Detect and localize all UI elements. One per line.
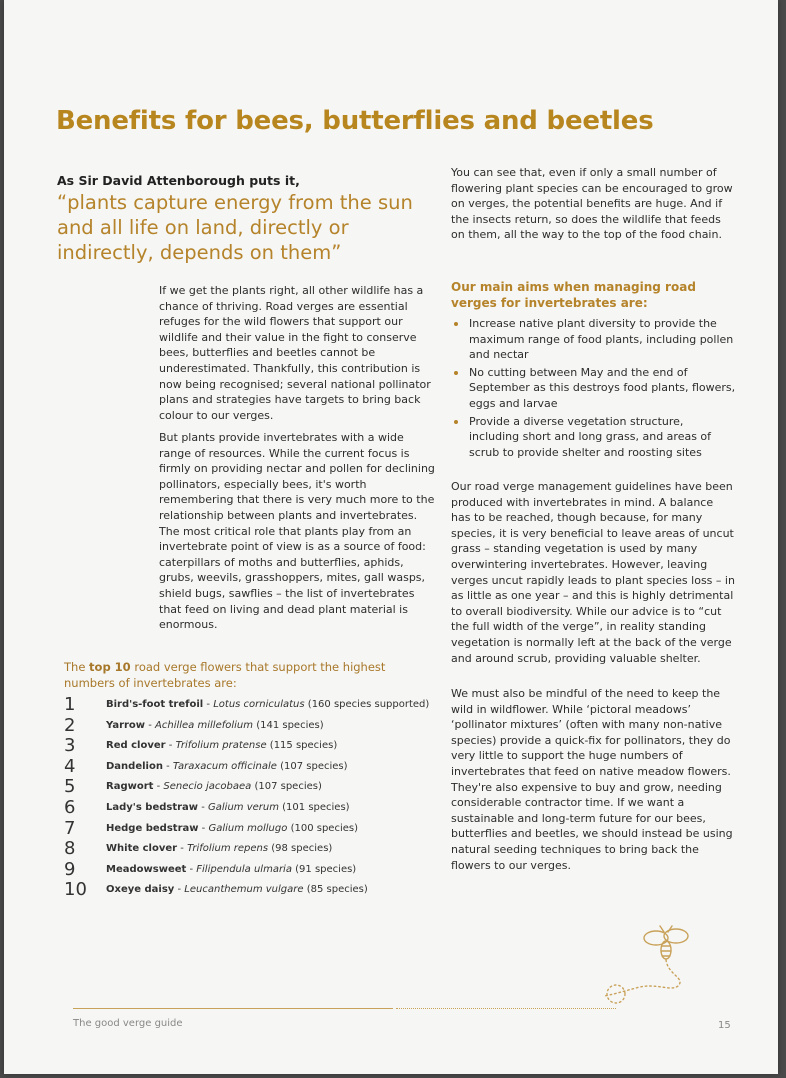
top10-flower-list — [64, 694, 434, 903]
flower-note: (85 species) — [306, 884, 368, 896]
bullet-icon — [454, 420, 458, 424]
page-title: Benefits for bees, butterflies and beetles — [56, 106, 654, 136]
flower-name: Lady's bedstraw — [106, 801, 199, 813]
aims-item-text: Provide a diverse vegetation structure, including short and long grass, and areas of scrub to provide shelter and roosting sites — [469, 414, 712, 459]
aims-heading: Our main aims when managing road verges for invertebrates are: — [451, 280, 696, 310]
flower-number: 5 — [64, 776, 76, 798]
flower-item — [64, 776, 434, 800]
flower-note: (141 species) — [256, 719, 324, 731]
flower-latin: Trifolium pratense — [175, 740, 267, 752]
footer-guide-name: The good verge guide — [73, 1018, 183, 1029]
flower-number: 9 — [64, 858, 76, 880]
aims-list-item — [451, 365, 736, 412]
flower-note: (107 species) — [280, 760, 348, 772]
flower-item — [64, 694, 434, 718]
attenborough-quote: “plants capture energy from the sun and all life on land, directly or indirectly, depends on them” — [57, 191, 413, 264]
flower-item — [64, 735, 434, 759]
flower-name: White clover — [106, 843, 178, 855]
bullet-icon — [454, 371, 458, 375]
footer-dotted-rule — [396, 1008, 616, 1009]
flower-text: Hedge bedstraw - Galium mollugo (100 species) — [106, 822, 358, 834]
aims-item-text: No cutting between May and the end of September as this destroys food plants, flowers, eggs and larvae — [469, 365, 736, 410]
page-number: 15 — [718, 1020, 731, 1031]
flower-latin: Leucanthemum vulgare — [184, 884, 304, 896]
flower-text: Ragwort - Senecio jacobaea (107 species) — [106, 781, 322, 793]
flower-note: (107 species) — [254, 781, 322, 793]
flower-text: Bird's-foot trefoil - Lotus corniculatus (160 species supported) — [106, 699, 430, 710]
flower-item — [64, 858, 434, 883]
right-intro-paragraph: You can see that, even if only a small number of flowering plant species can be encouraged to grow on verges, the potential benefits are huge. And if the insects return, so does the wildlife that feeds on them, all the way to the top of the food chain. — [451, 166, 733, 242]
flower-item — [64, 879, 434, 903]
flower-latin: Galium verum — [208, 801, 279, 813]
flower-latin: Achillea millefolium — [155, 719, 253, 731]
bullet-icon — [454, 322, 458, 326]
flower-text: White clover - Trifolium repens (98 species) — [106, 843, 333, 855]
flower-latin: Taraxacum officinale — [172, 760, 277, 772]
flower-name: Meadowsweet — [106, 863, 187, 875]
flower-number: 4 — [64, 755, 76, 777]
flower-number: 3 — [64, 735, 76, 757]
flower-latin: Trifolium repens — [187, 843, 269, 855]
right-paragraph-1: Our road verge management guidelines have been produced with invertebrates in mind. A balance has to be reached, though because, for many species, it is very beneficial to leave areas of uncut grass – standing vegetation is used by many overwintering invertebrates. However, leaving verges uncut rapidly leads to plant species loss – in as little as one year – and this is highly detrimental to overall biodiversity. While our advice is to “cut the full width of the verge”, in reality standing vegetation is normally left at the back of the verge and around scrub, providing valuable shelter. — [451, 480, 735, 665]
flower-name: Dandelion — [106, 760, 163, 772]
top10-intro-end: road verge flowers that support the highest numbers of invertebrates are: — [64, 660, 386, 690]
flower-latin: Filipendula ulmaria — [196, 863, 292, 875]
flower-number: 6 — [64, 796, 76, 818]
flower-name: Oxeye daisy — [106, 884, 175, 896]
quote-lead: As Sir David Attenborough puts it, — [57, 173, 300, 188]
flower-name: Yarrow — [106, 719, 146, 731]
page — [4, 0, 778, 1074]
flower-text: Lady's bedstraw - Galium verum (101 species) — [106, 801, 350, 813]
flower-number: 2 — [64, 714, 76, 736]
left-paragraph-1: If we get the plants right, all other wildlife has a chance of thriving. Road verges are essential refuges for the wild flowers that support our wildlife and their value in the fight to conserve bees, butterflies and beetles cannot be underestimated. Thankfully, this contribution is now being recognised; several national pollinator plans and strategies have targets to bring back colour to our verges. — [159, 284, 431, 422]
flower-item — [64, 755, 434, 780]
top10-intro — [64, 659, 394, 691]
flower-note: (115 species) — [269, 740, 338, 752]
flower-item — [64, 817, 434, 842]
flower-text: Yarrow - Achillea millefolium (141 species) — [106, 719, 324, 731]
flower-note: (91 species) — [295, 863, 357, 875]
flower-text: Meadowsweet - Filipendula ulmaria (91 species) — [106, 863, 357, 875]
right-paragraph-2: We must also be mindful of the need to keep the wild in wildflower. While ‘pictoral meadows’ ‘pollinator mixtures’ (often with many non-native species) provide a quick-fix for pollinators, they do very little to support the huge numbers of invertebrates that feed on native meadow flowers. They're also expensive to buy and grow, needing considerable contractor time. If we want a sustainable and long-term future for our bees, butterflies and beetles, we should instead be using natural seeding techniques to bring back the flowers to our verges. — [451, 687, 733, 872]
flower-note: (100 species) — [290, 822, 358, 834]
flower-note: (160 species supported) — [307, 699, 430, 710]
flower-number: 1 — [64, 694, 76, 715]
left-paragraph-2: But plants provide invertebrates with a wide range of resources. While the current focus is firmly on providing nectar and pollen for declining pollinators, especially bees, it's worth remembering that there is very much more to the relationship between plants and invertebrates. The most critical role that plants play from an invertebrate point of view is as a source of food: caterpillars of moths and butterflies, aphids, grubs, weevils, grasshoppers, mites, gall wasps, shield bugs, sawflies – the list of invertebrates that feed on living and dead plant material is enormous. — [159, 431, 435, 632]
flower-name: Ragwort — [106, 781, 154, 793]
aims-list-item — [451, 414, 736, 461]
flower-number: 7 — [64, 817, 76, 839]
bee-icon — [596, 920, 706, 1014]
flower-item — [64, 714, 434, 739]
flower-number: 10 — [64, 879, 87, 901]
flower-text: Oxeye daisy - Leucanthemum vulgare (85 species) — [106, 884, 368, 896]
aims-list-item — [451, 316, 736, 363]
aims-item-text: Increase native plant diversity to provide the maximum range of food plants, including pollen and nectar — [469, 317, 734, 362]
flower-item — [64, 796, 434, 821]
aims-list — [451, 316, 736, 462]
top10-intro-start: The — [64, 660, 90, 674]
flower-note: (101 species) — [282, 801, 350, 813]
flower-text: Red clover - Trifolium pratense (115 species) — [106, 740, 338, 752]
footer-rule — [73, 1008, 393, 1009]
flower-latin: Lotus corniculatus — [213, 699, 305, 710]
top10-intro-bold: top 10 — [89, 660, 131, 674]
flower-note: (98 species) — [271, 843, 333, 855]
flower-number: 8 — [64, 838, 76, 860]
flower-latin: Galium mollugo — [208, 822, 288, 834]
flower-name: Bird's-foot trefoil — [106, 699, 204, 710]
flower-name: Hedge bedstraw — [106, 822, 199, 834]
flower-text: Dandelion - Taraxacum officinale (107 species) — [106, 760, 348, 772]
flower-item — [64, 838, 434, 862]
flower-name: Red clover — [106, 740, 166, 752]
flower-latin: Senecio jacobaea — [163, 781, 252, 793]
